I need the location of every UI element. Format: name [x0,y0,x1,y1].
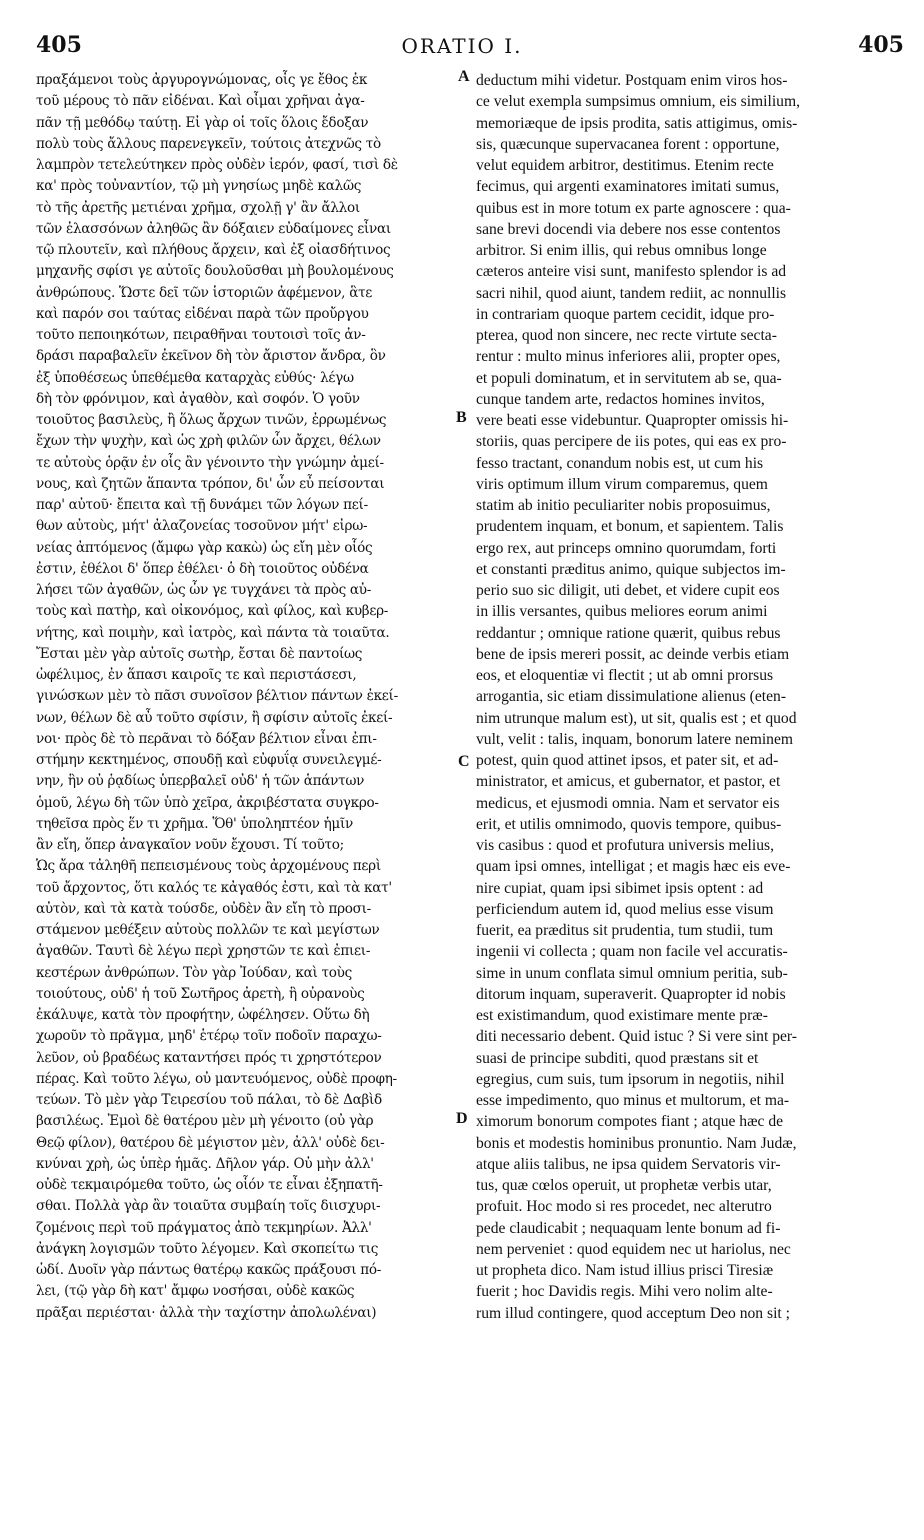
latin-text-line: fesso tractant, conandum nobis est, ut cum his [476,454,764,472]
greek-text-line: πρᾶξαι περιέσται· ἀλλὰ τὴν ταχίστην ἀπολωλέναι) [36,1304,377,1321]
latin-text-line: ce velut exempla sumpsimus omnium, eis similium, [476,93,800,111]
greek-text-line: τηθεῖσα πρὸς ἕν τι χρῆμα. Ὅθ' ὑποληπτέον ἡμῖν [36,815,353,832]
latin-text-line: cæteros anteire visi sunt, manifesto splendor is ad [476,263,787,281]
greek-text-line: ἀγαθῶν. Ταυτὶ δὲ λέγω περὶ χρηστῶν τε καὶ ἐπιει- [36,943,371,960]
latin-text-line: reddantur ; omnique ratione quærit, quibus rebus [476,624,781,642]
greek-text-line: κα' πρὸς τοὐναντίον, τῷ μὴ γνησίως μηδὲ καλῶς [36,178,362,195]
greek-text-line: νους, καὶ ζητῶν ἅπαντα τρόπον, δι' ὧν εὖ πείσονται [36,475,385,492]
greek-text-line: παρ' αὐτοῦ· ἔπειτα καὶ τῇ δυνάμει τῶν λόγων πεί- [36,497,368,513]
latin-text-line: ut propheta dico. Nam istud illius prisci Tiresiæ [476,1262,774,1279]
greek-text-line: οὐδὲ τεκμαιρόμεθα τοῦτο, ὡς οἷόν τε εἶναι ἐξηπατῆ- [36,1177,383,1193]
section-marker-c: C [458,753,470,770]
greek-text-line: βασιλέως. Ἐμοὶ δὲ θατέρου μὲν μὴ γένοιτο (οὐ γὰρ [36,1113,374,1130]
greek-text-line: τοῦ μέρους τὸ πᾶν εἰδέναι. Καὶ οἶμαι χρῆναι ἀγα- [36,93,365,110]
greek-text-line: τε αὐτοὺς ὁρᾷν ἐν οἷς ἂν γένοιντο τὴν γνώμην ἀμεί- [36,454,384,471]
greek-text-line: λεῦον, οὐ βραδέως καταντήσει πρός τι χρηστότερον [36,1049,382,1066]
latin-text-line: in illis versantes, quibus meliores eorum animi [476,603,768,621]
latin-text-line: nire cupiat, quam ipsi sibimet ipsis optent : ad [476,879,764,897]
greek-text-line: στήμην κεκτημένος, σπουδῇ καὶ εὐφυΐᾳ συνειλεγμέ- [36,752,382,768]
latin-text-line: erit, et utilis omnimodo, quovis tempore, quibus- [476,815,782,833]
greek-text-line: νων, θέλων δὲ αὖ τοῦτο σφίσιν, ἢ σφίσιν αὐτοῖς ἐκεί- [36,709,393,726]
greek-text-line: θων αὐτοὺς, μήτ' ἀλαζονείας τοσοῦνον μήτ' εἰρω- [36,518,368,535]
latin-text-line: perio suo sic diligit, uti debet, et videre cupit eos [476,582,780,599]
greek-text-line: τῷ πλουτεῖν, καὶ πλήθους ἄρχειν, καὶ ἐξ οἰασδήτινος [36,242,391,258]
greek-text-line: νοι· πρὸς δὲ τὸ περᾶναι τὸ δόξαν βέλτιον εἶναι ἐπι- [36,730,377,747]
latin-text-line: fecimus, qui argenti examinatores imitati sumus, [476,178,780,196]
greek-text-line: λήσει τῶν ἀγαθῶν, ὡς ὧν γε τυγχάνει τὰ πρὸς αὐ- [36,582,372,598]
greek-text-line: πολὺ τοὺς ἄλλους παρενεγκεῖν, τούτοις ἀτεχνῶς τὸ [36,135,381,152]
greek-text-line: σθαι. Πολλὰ γὰρ ἂν τοιαῦτα συμβαίη τοῖς διισχυρι- [36,1198,381,1215]
greek-text-line: ἔχων τὴν ψυχὴν, καὶ ὡς χρὴ φιλῶν ὧν ἄρχει, θέλων [36,433,381,450]
greek-text-line: Ὡς ἄρα τἀληθῆ πεπεισμένους τοὺς ἀρχομένους περὶ [36,858,381,875]
latin-text-line: rentur : multo minus inferiores alii, propter opes, [476,348,781,366]
greek-text-line: καὶ παρόν σοι ταύτας εἰδέναι παρὰ τῶν προὔργου [36,305,369,322]
latin-text-line: tus, quæ cœlos operuit, ut prophetæ verbis utar, [476,1177,772,1194]
greek-text-line: ἀνάγκη λογισμῶν τοῦτο λέγομεν. Καὶ σκοπείτω τις [36,1240,379,1257]
page-number-right: 405 [858,32,904,58]
greek-text-line: ἀνθρώπους. Ὥστε δεῖ τῶν ἱστοριῶν ἀφέμενον, ἃτε [36,284,373,301]
greek-text-line: ἐκάλυψε, κατὰ τὸν προφήτην, ὠφέλησεν. Οὕτω δὴ [36,1007,370,1023]
latin-text-line: quam ipsi omnes, intelligat ; et magis hæc eis eve- [476,858,791,876]
latin-text-line: statim ab initio peculiariter nobis proposuimus, [476,497,771,514]
greek-text-line: χωροῦν τὸ πρᾶγμα, μηδ' ἑτέρῳ τοῖν ποδοῖν παραχω- [36,1028,382,1045]
page-number-left: 405 [36,32,82,58]
latin-text-line: suasi de principe subditi, quod præstans sit et [476,1049,759,1067]
section-marker-a: A [458,68,470,85]
greek-text-line: αὐτὸν, καὶ τὰ κατὰ τούσδε, οὐδὲν ἂν εἴη τὸ προσι- [36,900,371,917]
greek-text-line: ἐξ ὑποθέσεως ὑπεθέμεθα καταρχὰς εὐθύς· λέγω [36,369,354,386]
greek-column [36,70,452,1324]
greek-text-line: πέρας. Καὶ τοῦτο λέγω, οὐ μαντευόμενος, οὐδὲ προφη- [36,1070,397,1087]
latin-text-line: bene de ipsis mereri possit, ac deinde verbis etiam [476,645,790,663]
greek-text-line: ζομένοις περὶ τοῦ πράγματος ἀπὸ τεκμηρίων. Ἀλλ' [36,1219,372,1236]
greek-text-line: πραξάμενοι τοὺς ἀργυρογνώμονας, οἷς γε ἔθος ἐκ [36,72,368,88]
latin-text-line: et populi dominatum, et in servitutem ab se, qua- [476,369,782,387]
greek-text-line: τοῦ ἄρχοντος, ὅτι καλός τε κἀγαθός ἐστι, καὶ τὰ κατ' [36,879,392,896]
greek-text-line: ἂν εἴη, ὅπερ ἀναγκαῖον νοῦν ἔχουσι. Τί τοῦτο; [36,837,344,853]
latin-text-line: sis, quæcunque supervacanea forent : opportune, [476,135,780,153]
latin-text-line: in contrariam quoque partem cecidit, idque pro- [476,305,775,323]
greek-text-line: ἐστιν, ἐθέλοι δ' ὅπερ ἐθέλει· ὁ δὴ τοιοῦτος οὐδένα [36,560,369,577]
latin-text-line: deductum mihi videtur. Postquam enim viros hos- [476,72,788,89]
latin-text-line: ingenii vi collecta ; quam non facile vel accuratis- [476,943,788,961]
latin-text-line: nim utrunque malum est), ut sit, qualis est ; et quod [476,709,797,727]
latin-text-line: arrogantia, sic etiam dissimulatione alienus (eten- [476,688,787,706]
latin-text-line: fuerit, ea præditus sit prudentia, tum studii, tum [476,922,774,939]
latin-text-line: sime in unum conflata simul omnium peritia, sub- [476,964,788,982]
latin-text-line: rum illud contingere, quod acceptum Deo non sit ; [476,1304,790,1322]
latin-text-line: perficiendum autem id, quod melius esse visum [476,900,774,918]
latin-text-line: arbitror. Si enim illis, qui rebus omnibus longe [476,242,767,259]
latin-text-line: vis casibus : quod et profutura universis melius, [476,837,774,854]
latin-text-line: egregius, cum suis, tum ipsorum in negotiis, nihil [476,1070,785,1088]
latin-text-line: storiis, quas percipere de iis potes, qui eas ex pro- [476,433,787,451]
greek-text-line: κνύναι χρὴ, ὡς ὑπὲρ ἡμᾶς. Δῆλον γάρ. Οὐ μὴν ἀλλ' [36,1155,374,1172]
latin-text-line: prudentem inquam, et bonum, et sapientem. Talis [476,518,784,536]
latin-text-line: esse impedimento, quo minus et multorum, et ma- [476,1092,790,1109]
greek-text-line: τεύων. Τὸ μὲν γὰρ Τειρεσίου τοῦ πάλαι, τὸ δὲ Δαβὶδ [36,1092,382,1108]
latin-text-line: velut equidem arbitror, destitimus. Etenim recte [476,157,774,174]
greek-text-line: τὸ τῆς ἀρετῆς μετιέναι χρῆμα, σχολῇ γ' ἂν ἄλλοι [36,199,360,216]
latin-text-line: bonis et modestis hominibus pronuntio. Nam Judæ, [476,1134,797,1152]
greek-text-line: δράσι παραβαλεῖν ἐκεῖνον δὴ τὸν ἄριστον ἄνδρα, ὃν [36,348,386,365]
greek-text-line: στάμενον μεθέξειν αὐτοὺς πολλῶν τε καὶ μεγίστων [36,922,380,938]
latin-text-line: pede claudicabit ; nequaquam lente bonum ad fi- [476,1219,781,1237]
latin-text-line: eos, et eloquentiæ vi flectit ; ut ab omni prorsus [476,667,774,684]
greek-text-line: τῶν ἐλασσόνων ἀληθῶς ἂν δόξαιεν εὐδαίμονες εἶναι [36,220,391,237]
latin-text-line: cunque tandem arte, redactos homines invitos, [476,390,765,408]
latin-text-line: sacri nihil, quod aiunt, tandem rediit, ac nonnullis [476,284,787,302]
greek-text-line: νείας ἀπτόμενος (ἄμφω γὰρ κακὼ) ὡς εἴη μὲν οἷός [36,539,373,556]
greek-text-line: γινώσκων μὲν τὸ πᾶσι συνοῖσον βέλτιον πάντων ἐκεί- [36,688,398,705]
latin-text-line: ditorum inquam, superaverit. Quapropter id nobis [476,985,786,1003]
section-marker-b: B [456,409,467,426]
greek-text-line: τοιούτους, οὐδ' ἡ τοῦ Σωτῆρος ἀρετὴ, ἣ οὐρανοὺς [36,985,365,1002]
latin-text-line: viris optimum illum virum comparemus, quem [476,475,768,493]
latin-text-line: memoriæque de ipsis prodita, satis attigimus, omis- [476,114,798,132]
latin-text-line: ministrator, et amicus, et gubernator, et pastor, et [476,773,781,791]
greek-text-line: ὁμοῦ, λέγω δὴ τῶν ὑπὸ χεῖρα, ἀκριβέστατα συγκρο- [36,794,379,811]
greek-text-line: Ἔσται μὲν γὰρ αὐτοῖς σωτὴρ, ἔσται δὲ παντοίως [36,645,363,662]
greek-text-line: τοὺς καὶ πατὴρ, καὶ οἰκονόμος, καὶ φίλος, καὶ κυβερ- [36,603,389,620]
latin-text-line: quibus est in more totum ex parte agnoscere : qua- [476,199,791,217]
greek-text-line: πᾶν τῇ μεθόδῳ ταύτῃ. Εἰ γὰρ οἱ τοῖς ὅλοις ἔδοξαν [36,114,369,131]
latin-text-line: nem perveniet : quod equidem nec ut hariolus, nec [476,1240,791,1258]
latin-text-line: diti necessario debent. Quid istuc ? Si vere sint per- [476,1028,798,1046]
latin-text-line: profuit. Hoc modo si res procedet, nec alterutro [476,1198,772,1216]
greek-text-line: τοῦτο πεποιηκότων, πειραθῆναι τουτοισὶ τοῖς ἀν- [36,327,366,343]
greek-text-line: ὠφέλιμος, ἐν ἅπασι καιροῖς τε καὶ περιστάσεσι, [36,667,357,683]
greek-text-line: λαμπρὸν τετελεύτηκεν πρὸς οὐδὲν ἱερόν, φασί, τισὶ δὲ [36,157,398,173]
latin-text-line: potest, quin quod attinet ipsos, et pater sit, et ad- [476,752,779,769]
page-header [0,32,924,68]
greek-text-line: τοιοῦτος βασιλεὺς, ἢ ὅλως ἄρχων τινῶν, ἐρρωμένως [36,412,387,428]
greek-text-line: μηχανῆς σφίσι γε αὐτοῖς δουλοῦσθαι μὴ βουλομένους [36,263,394,280]
greek-text-line: δὴ τὸν φρόνιμον, καὶ ἀγαθὸν, καὶ σοφόν. Ὁ γοῦν [36,390,360,407]
latin-text-line: atque aliis talibus, ne ipsa quidem Servatoris vir- [476,1155,781,1173]
latin-text-line: fuerit ; hoc Davidis regis. Mihi vero nolim alte- [476,1283,773,1301]
latin-column [476,70,888,1324]
latin-text-line: est existimandum, quod existimare mente præ- [476,1007,768,1024]
latin-text-line: vult, velit : talis, inquam, bonorum latere neminem [476,730,794,748]
latin-text-line: medicus, et ejusmodi omnia. Nam et servator eis [476,794,780,812]
greek-text-line: ὡδί. Δυοῖν γὰρ πάντως θατέρῳ κακῶς πράξουσι πό- [36,1262,382,1278]
latin-text-line: sane brevi docendi via debere nos esse contentos [476,220,781,238]
latin-text-line: ergo rex, aut princeps omnino quorumdam, forti [476,539,777,557]
greek-text-line: νην, ἣν οὐ ῥᾳδίως ὑπερβαλεῖ οὐδ' ἡ τῶν ἁπάντων [36,773,365,790]
greek-text-line: κεστέρων ἀνθρώπων. Τὸν γὰρ Ἰούδαν, καὶ τοὺς [36,964,352,981]
section-marker-d: D [456,1110,468,1127]
latin-text-line: vere beati esse videbuntur. Quapropter omissis hi- [476,412,789,429]
latin-text-line: ximorum bonorum compotes fiant ; atque hæc de [476,1113,784,1131]
greek-text-line: νήτης, καὶ ποιμὴν, καὶ ἰατρὸς, καὶ πάντα τὰ τοιαῦτα. [36,624,390,641]
running-title: ORATIO I. [401,34,523,58]
greek-text-line: λει, (τῷ γὰρ δὴ κατ' ἄμφω νοσήσαι, οὐδὲ κακῶς [36,1283,355,1300]
latin-text-line: pterea, quod non sincere, nec recte virtute secta- [476,327,777,344]
latin-text-line: et constanti præditus animo, quique subjectos im- [476,560,786,578]
greek-text-line: Θεῷ φίλον), θατέρου δὲ μέγιστον μὲν, ἀλλ' οὐδὲ δει- [36,1134,385,1151]
